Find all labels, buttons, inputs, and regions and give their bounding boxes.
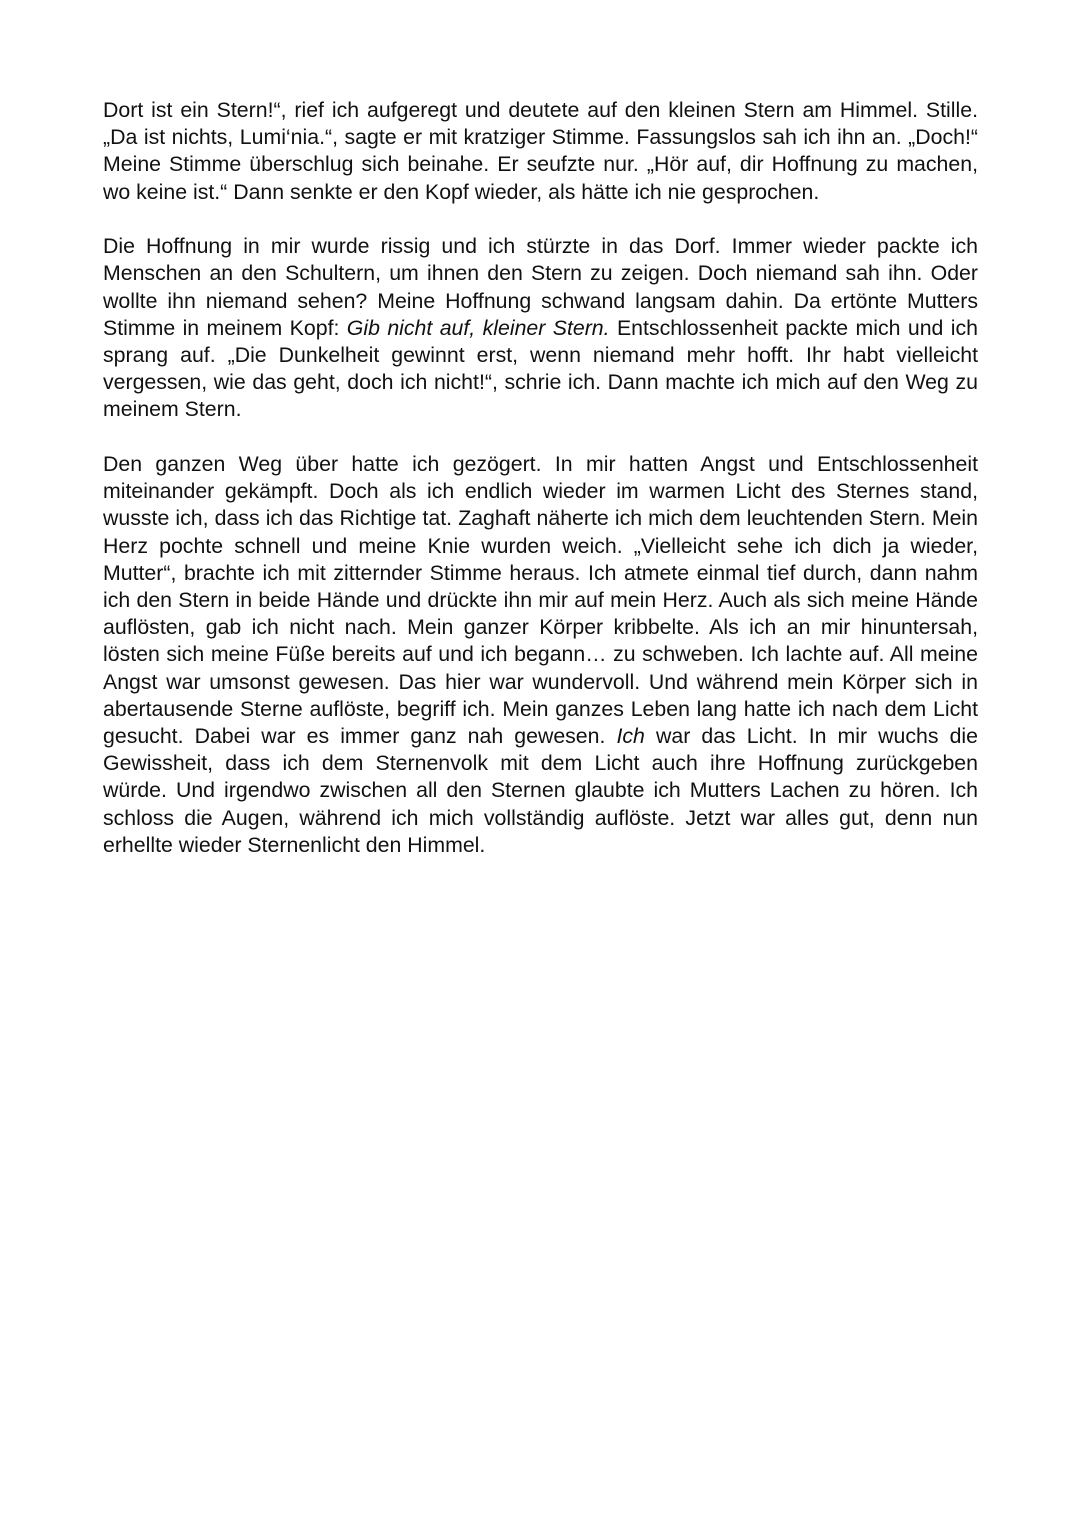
paragraph-2 (103, 233, 978, 423)
paragraph-1: Dort ist ein Stern!“, rief ich aufgeregt und deutete auf den kleinen Stern am Himmel. Stille. „Da ist nichts, Lumi‘nia.“, sagte er mit kratziger Stimme. Fassungslos sah ich ihn an. „Doch!“ Meine Stimme überschlug sich beinahe. Er seufzte nur. „Hör auf, dir Hoffnung zu machen, wo keine ist.“ Dann senkte er den Kopf wieder, als hätte ich nie gesprochen. (103, 98, 978, 204)
paragraph-3-text-end: war das Licht. In mir wuchs die Gewissheit, dass ich dem Sternenvolk mit dem Licht auch ihre Hoffnung zurückgeben würde. Und irgendwo zwischen all den Sternen glaubte ich Mutters Lachen zu hören. Ich schloss die Augen, während ich mich vollständig auflöste. Jetzt war alles gut, denn nun erhellte wieder Sternenlicht den Himmel. (103, 724, 978, 857)
paragraph-2-text-start: Die Hoffnung in mir wurde rissig und ich stürzte in das Dorf. Immer wieder packte ich Menschen an den Schultern, um ihnen den Stern zu zeigen. Doch niemand sah ihn. Oder wollte ihn niemand sehen? Meine Hoffnung schwand langsam dahin. Da ertönte Mutters Stimme in meinem Kopf: (103, 234, 978, 340)
paragraph-3-italic-word: Ich (616, 724, 645, 749)
paragraph-2-italic-quote: Gib nicht auf, kleiner Stern. (346, 315, 610, 340)
paragraph-2-text-end: Entschlossenheit packte mich und ich sprang auf. „Die Dunkelheit gewinnt erst, wenn niemand mehr hofft. Ihr habt vielleicht vergessen, wie das geht, doch ich nicht!“, schrie ich. Dann machte ich mich auf den Weg zu meinem Stern. (103, 315, 979, 422)
paragraph-3-text-start: Den ganzen Weg über hatte ich gezögert. In mir hatten Angst und Entschlossenheit miteinander gekämpft. Doch als ich endlich wieder im warmen Licht des Sternes stand, wusste ich, dass ich das Richtige tat. Zaghaft näherte ich mich dem leuchtenden Stern. Mein Herz pochte schnell und meine Knie wurden weich. „Vielleicht sehe ich dich ja wieder, Mutter“, brachte ich mit zitternder Stimme heraus. Ich atmete einmal tief durch, dann nahm ich den Stern in beide Hände und drückte ihn mir auf mein Herz. Auch als sich meine Hände auflösten, gab ich nicht nach. Mein ganzer Körper kribbelte. Als ich an mir hinuntersah, lösten sich meine Füße bereits auf und ich begann… zu schweben. Ich lachte auf. All meine Angst war umsonst gewesen. Das hier war wundervoll. Und während mein Körper sich in abertausende Sterne auflöste, begriff ich. Mein ganzes Leben lang hatte ich nach dem Licht gesucht. Dabei war es immer ganz nah gewesen. (103, 452, 978, 749)
document-page (103, 97, 978, 886)
paragraph-3 (103, 451, 978, 859)
